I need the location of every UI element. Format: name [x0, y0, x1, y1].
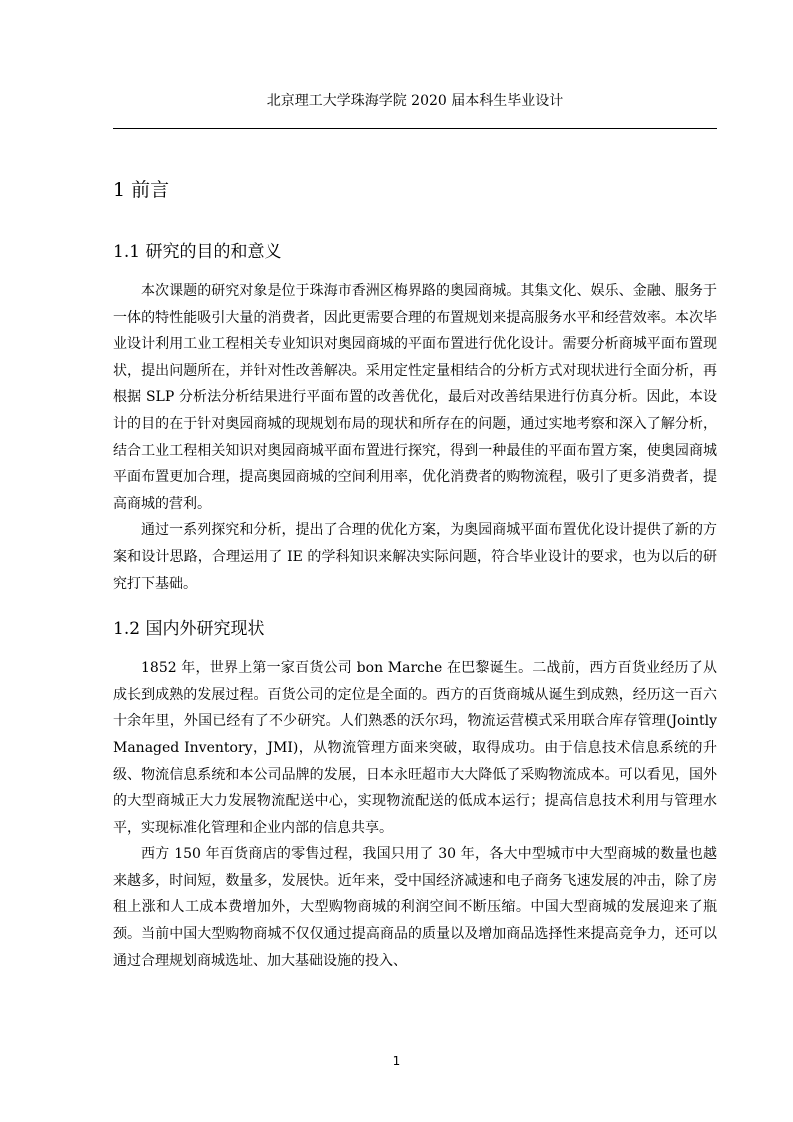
paragraph: 西方 150 年百货商店的零售过程，我国只用了 30 年，各大中型城市中大型商城的数量也越来越多，时间短，数量多，发展快。近年来，受中国经济减速和电子商务飞速发展的冲击，除了房租上涨和人工成本费增加外，大型购物商城的利润空间不断压缩。中国大型商城的发展迎来了瓶颈。当前中国大型购物商城不仅仅通过提高商品的质量以及增加商品选择性来提高竞争力，还可以通过合理规划商城选址、加大基础设施的投入、 [113, 846, 717, 969]
page-number: 1 [392, 1054, 401, 1068]
section-title: 1.2 国内外研究现状 [113, 619, 265, 640]
paragraph: 通过一系列探究和分析，提出了合理的优化方案，为奥园商城平面布置优化设计提供了新的方案和设计思路，合理运用了 IE 的学科知识来解决实际问题，符合毕业设计的要求，也为以后的研究打下基础。 [113, 522, 717, 592]
header-divider [113, 128, 717, 129]
paragraph: 本次课题的研究对象是位于珠海市香洲区梅界路的奥园商城。其集文化、娱乐、金融、服务于一体的特性能吸引大量的消费者，因此更需要合理的布置规划来提高服务水平和经营效率。本次毕业设计利用工业工程相关专业知识对奥园商城的平面布置进行优化设计。需要分析商城平面布置现状，提出问题所在，并针对性改善解决。采用定性定量相结合的分析方式对现状进行全面分析，再根据 SLP 分析法分析结果进行平面布置的改善优化，最后对改善结果进行仿真分析。因此，本设计的目的在于针对奥园商城的现规划布局的现状和所存在的问题，通过实地考察和深入了解分析，结合工业工程相关知识对奥园商城平面布置进行探究，得到一种最佳的平面布置方案，使奥园商城平面布置更加合理，提高奥园商城的空间利用率，优化消费者的购物流程，吸引了更多消费者，提高商城的营利。 [113, 283, 717, 512]
chapter-title: 1 前言 [113, 179, 170, 201]
page-content [113, 172, 717, 974]
page-header: 北京理工大学珠海学院 2020 届本科生毕业设计 [266, 93, 564, 109]
paragraph: 1852 年，世界上第一家百货公司 bon Marche 在巴黎诞生。二战前，西方百货业经历了从成长到成熟的发展过程。百货公司的定位是全面的。西方的百货商城从诞生到成熟，经历这一百六十余年里，外国已经有了不少研究。人们熟悉的沃尔玛，物流运营模式采用联合库存管理(Jointly Managed Inventory，JMI)，从物流管理方面来突破，取得成功。由于信息技术信息系统的升级、物流信息系统和本公司品牌的发展，日本永旺超市大大降低了采购物流成本。可以看见，国外的大型商城正大力发展物流配送中心，实现物流配送的低成本运行；提高信息技术利用与管理水平，实现标准化管理和企业内部的信息共享。 [113, 660, 717, 836]
section-title: 1.1 研究的目的和意义 [113, 242, 282, 262]
